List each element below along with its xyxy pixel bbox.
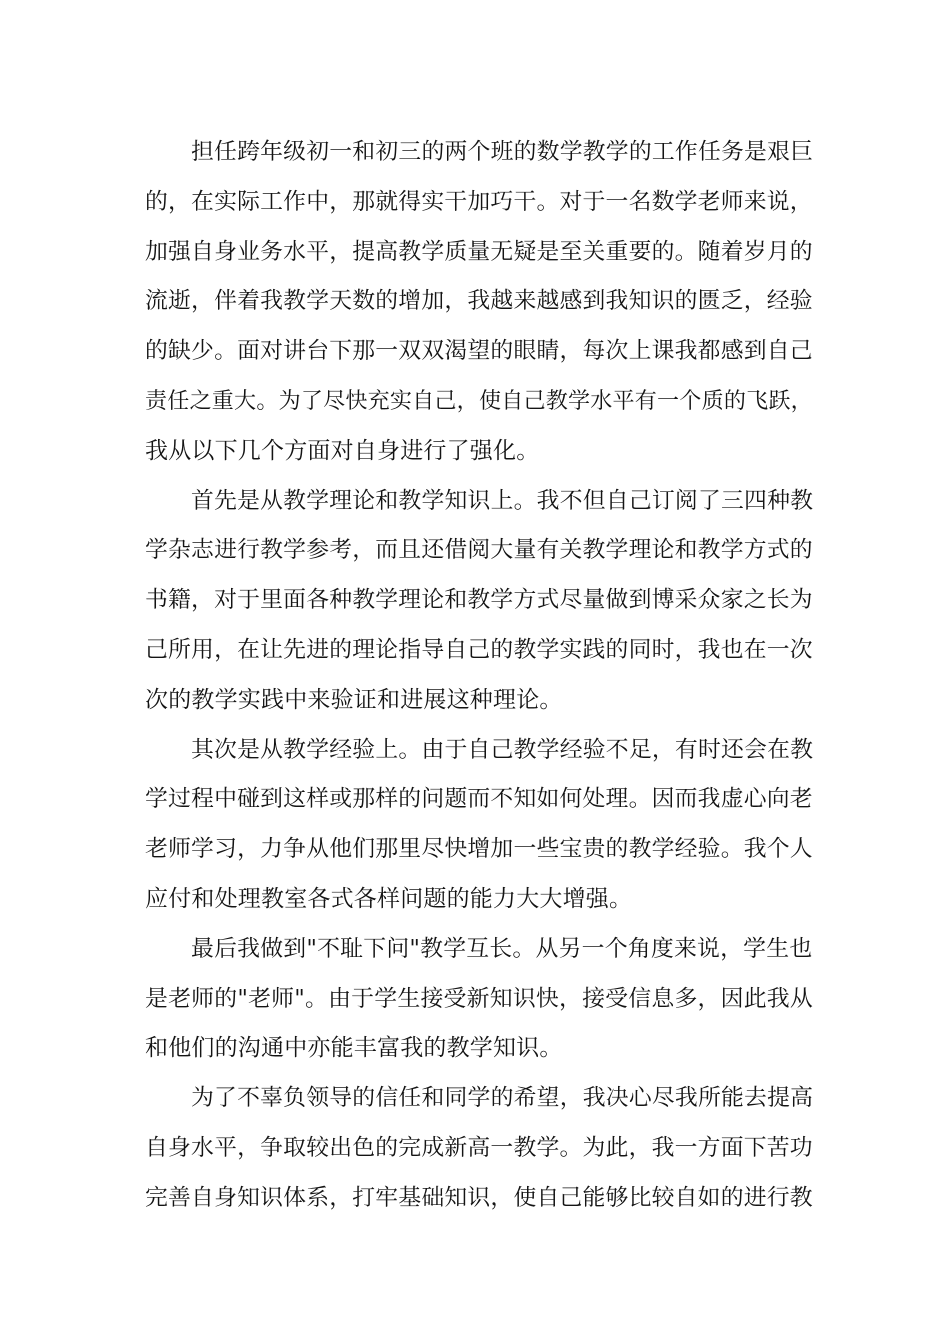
text-line: 为了不辜负领导的信任和同学的希望，我决心尽我所能去提高: [191, 1085, 814, 1112]
text-line: 首先是从教学理论和教学知识上。我不但自己订阅了三四种教: [191, 487, 814, 514]
text-line: 流逝，伴着我教学天数的增加，我越来越感到我知识的匮乏，经验: [145, 288, 813, 315]
text-line: 责任之重大。为了尽快充实自己，使自己教学水平有一个质的飞跃，: [145, 388, 813, 414]
text-line: 的缺少。面对讲台下那一双双渴望的眼睛，每次上课我都感到自己: [145, 338, 813, 365]
text-line: 和他们的沟通中亦能丰富我的教学知识。: [145, 1035, 563, 1062]
text-line: 的，在实际工作中，那就得实干加巧干。对于一名数学老师来说，: [145, 188, 813, 215]
text-line: 担任跨年级初一和初三的两个班的数学教学的工作任务是艰巨: [191, 139, 814, 165]
text-line: 其次是从教学经验上。由于自己教学经验不足，有时还会在教: [191, 736, 814, 763]
text-line: 书籍，对于里面各种教学理论和教学方式尽量做到博采众家之长为: [145, 587, 813, 614]
paragraph-5: [145, 1074, 813, 1223]
text-line: 我从以下几个方面对自身进行了强化。: [145, 437, 540, 464]
text-line: 是老师的"老师"。由于学生接受新知识快，接受信息多，因此我从: [145, 985, 813, 1012]
paragraph-4: [145, 925, 813, 1074]
text-line: 最后我做到"不耻下问"教学互长。从另一个角度来说，学生也: [191, 935, 813, 962]
text-line: 自身水平，争取较出色的完成新高一教学。为此，我一方面下苦功: [145, 1134, 813, 1161]
text-line: 学杂志进行教学参考，而且还借阅大量有关教学理论和教学方式的: [145, 537, 813, 564]
document-body: [145, 128, 813, 1224]
text-line: 加强自身业务水平，提高教学质量无疑是至关重要的。随着岁月的: [145, 238, 813, 265]
text-line: 己所用，在让先进的理论指导自己的教学实践的同时，我也在一次: [145, 636, 813, 663]
paragraph-1: [145, 128, 813, 477]
text-line: 完善自身知识体系，打牢基础知识，使自己能够比较自如的进行教: [145, 1184, 813, 1211]
text-line: 老师学习，力争从他们那里尽快增加一些宝贵的教学经验。我个人: [145, 836, 813, 863]
text-line: 应付和处理教室各式各样问题的能力大大增强。: [145, 885, 633, 912]
paragraph-3: [145, 726, 813, 925]
text-line: 次的教学实践中来验证和进展这种理论。: [145, 686, 563, 713]
text-line: 学过程中碰到这样或那样的问题而不知如何处理。因而我虚心向老: [145, 786, 813, 813]
paragraph-2: [145, 477, 813, 726]
